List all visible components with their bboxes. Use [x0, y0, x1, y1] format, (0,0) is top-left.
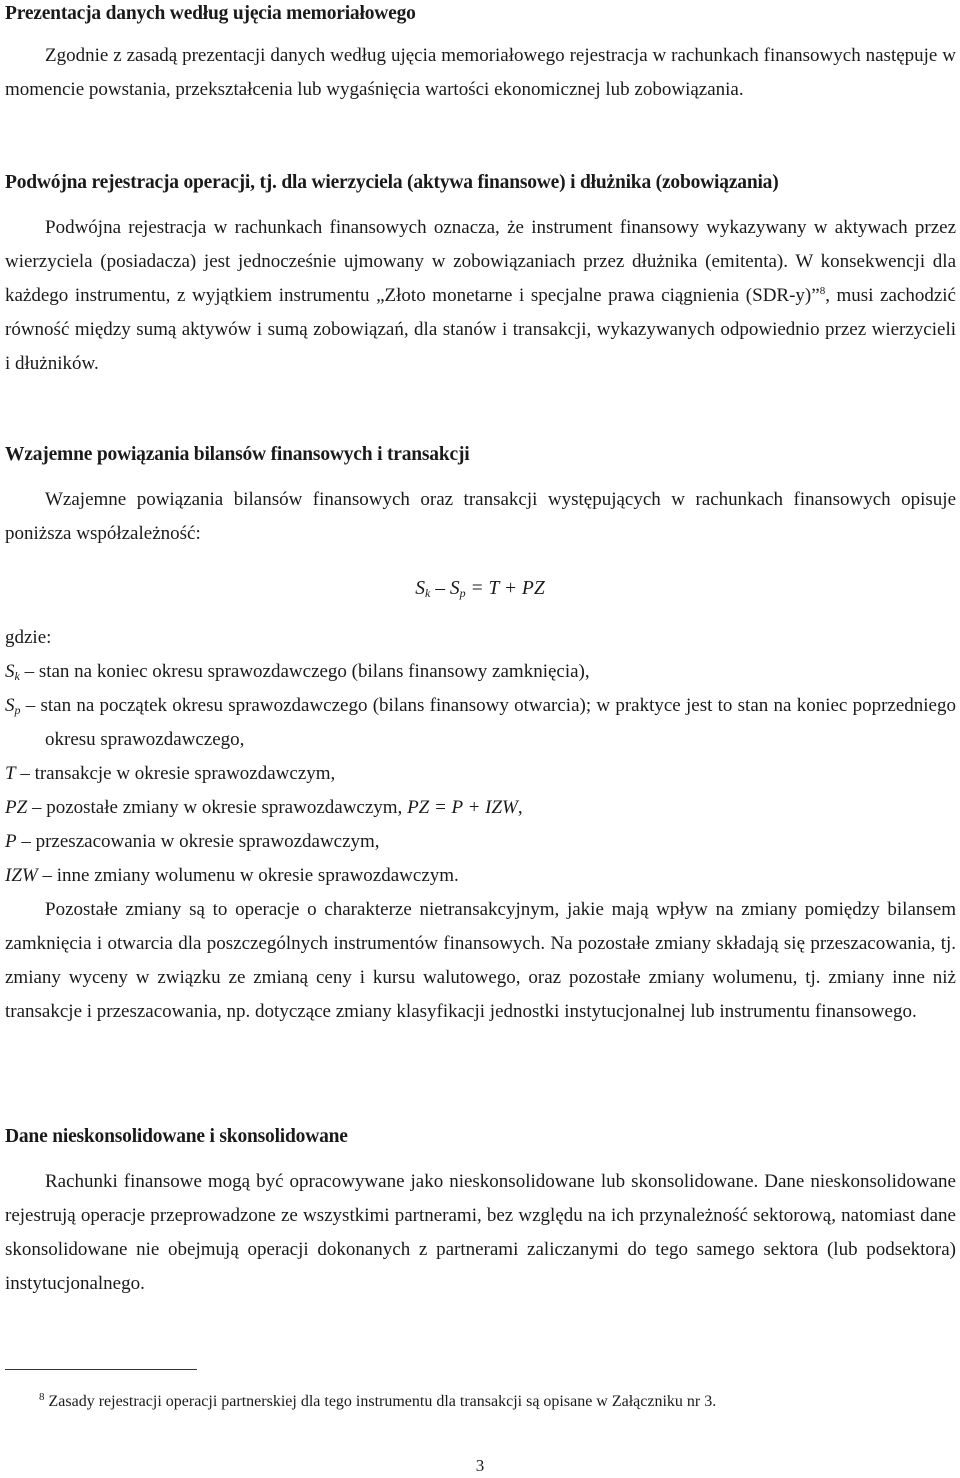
- formula-sk: $S_k$: [415, 578, 431, 600]
- double-entry-text-part2: , musi zachodzić równość między sumą aktywów i sumą zobowiązań, dla stanów i transakcji, wykazywanych odpowiednio przez wierzycieli i dłużników.: [5, 285, 956, 374]
- double-entry-text-part1: Podwójna rejestracja w rachunkach finansowych oznacza, że instrument finansowy wykazywany w aktywach przez wierzyciela (posiadacza) jest jednocześnie ujmowany w zobowiązaniach przez dłużnika (emitenta). W konsekwencji dla każdego instrumentu, z wyjątkiem instrumentu „Złoto monetarne i specjalne prawa ciągnienia (SDR-y)”: [5, 217, 956, 306]
- page-number: 3: [475, 1456, 485, 1475]
- footnote-mark: 8: [39, 1391, 45, 1403]
- formula-rest: = T + PZ: [470, 578, 545, 599]
- definition-t: T – transakcje w okresie sprawozdawczym,: [5, 763, 336, 784]
- heading-double-entry: Podwójna rejestracja operacji, tj. dla wierzyciela (aktywa finansowe) i dłużnika (zobowiązania): [5, 172, 779, 193]
- formula-sp: $S_p$: [449, 578, 466, 600]
- paragraph-consolidation: Rachunki finansowe mogą być opracowywane jako nieskonsolidowane lub skonsolidowane. Dane nieskonsolidowane rejestrują operacje przeprowadzone ze wszystkimi partnerami, bez względu na ich przynależność sektorową, natomiast dane skonsolidowane nie obejmują operacji dokonanych z partnerami zaliczanymi do tego samego sektora (lub podsektora) instytucjonalnego.: [5, 1171, 956, 1294]
- paragraph-other-changes: Pozostałe zmiany są to operacje o charakterze nietransakcyjnym, jakie mają wpływ na zmiany pomiędzy bilansem zamknięcia i otwarcia dla poszczególnych instrumentów finansowych. Na pozostałe zmiany składają się przeszacowania, tj. zmiany wyceny w związku ze zmianą ceny i kursu walutowego, oraz pozostałe zmiany wolumenu, tj. zmiany inne niż transakcje i przeszacowania, np. dotyczące zmiany klasyfikacji jednostki instytucjonalnej lub instrumentu finansowego.: [5, 899, 956, 1022]
- footnote-text: Zasady rejestracji operacji partnerskiej dla tego instrumentu dla transakcji są opisane w Załączniku nr 3.: [44, 1393, 717, 1410]
- paragraph-balance-links: Wzajemne powiązania bilansów finansowych oraz transakcji występujących w rachunkach finansowych opisuje poniższa współzależność:: [5, 489, 956, 544]
- balance-formula: [0, 577, 960, 601]
- definition-sk: $S_k$ – stan na koniec okresu sprawozdawczego (bilans finansowy zamknięcia),: [5, 661, 590, 683]
- formula-minus: –: [435, 578, 445, 599]
- heading-consolidation: Dane nieskonsolidowane i skonsolidowane: [5, 1126, 348, 1147]
- definition-sp: $S_p$ – stan na początek okresu sprawozdawczego (bilans finansowy otwarcia); w praktyce jest to stan na koniec poprzedniego okresu sprawozdawczego,: [5, 695, 956, 750]
- where-label: gdzie:: [5, 627, 52, 648]
- heading-balance-links: Wzajemne powiązania bilansów finansowych i transakcji: [5, 444, 470, 465]
- definition-pz: PZ – pozostałe zmiany w okresie sprawozdawczym, PZ = P + IZW,: [5, 797, 523, 818]
- paragraph-double-entry: [5, 211, 956, 381]
- definition-izw: IZW – inne zmiany wolumenu w okresie sprawozdawczym.: [5, 865, 459, 886]
- footnote: [5, 1388, 956, 1416]
- footnote-reference[interactable]: 8: [819, 285, 826, 297]
- definition-p: P – przeszacowania w okresie sprawozdawczym,: [5, 831, 380, 852]
- heading-accrual: Prezentacja danych według ujęcia memoriałowego: [5, 3, 416, 24]
- definitions-list: [5, 655, 956, 893]
- footnote-separator: [5, 1369, 197, 1370]
- paragraph-accrual: Zgodnie z zasadą prezentacji danych według ujęcia memoriałowego rejestracja w rachunkach finansowych następuje w momencie powstania, przekształcenia lub wygaśnięcia wartości ekonomicznej lub zobowiązania.: [5, 45, 956, 100]
